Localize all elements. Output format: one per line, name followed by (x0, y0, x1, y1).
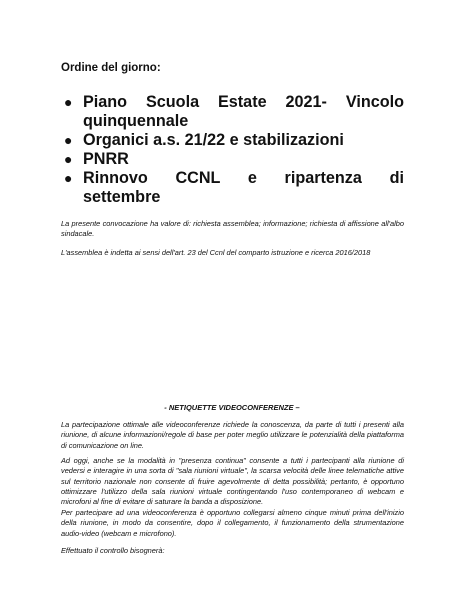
bullet-icon: ● (64, 151, 73, 167)
bullet-icon: ● (64, 132, 73, 148)
bullet-icon: ● (64, 170, 73, 186)
agenda-item-line: Piano Scuola Estate 2021- Vincolo (83, 93, 404, 111)
netiquette-title: - NETIQUETTE VIDEOCONFERENZE – (164, 403, 300, 412)
agenda-item-line: Rinnovo CCNL e ripartenza di (83, 169, 404, 187)
agenda-item (62, 150, 404, 169)
convocazione-paragraph: La presente convocazione ha valore di: richiesta assemblea; informazione; richiesta di affissione all'albo sindacale. (61, 219, 404, 239)
modalita-paragraph: Ad oggi, anche se la modalità in "presenza continua" consente a tutti i partecipanti alla riunione di vedersi e interagire in una sorta di "sala riunioni virtuale", la scarsa velocità delle linee telematiche attive sul territorio nazionale non consente di fruire agevolmente di detta possibilità; pertanto, è opportuno ottimizzare l'utilizzo della sala riunioni virtuale contingentando l'uso contemporaneo di webcam e microfoni al fine di evitare di saturare la banda a disposizione. (61, 456, 404, 507)
agenda-item (62, 131, 404, 150)
agenda-item-line: quinquennale (83, 112, 189, 130)
controllo-paragraph: Effettuato il controllo bisognerà: (61, 546, 165, 555)
agenda-list (62, 93, 404, 207)
agenda-item-line: Organici a.s. 21/22 e stabilizazioni (83, 131, 344, 149)
partecipazione-paragraph: La partecipazione ottimale alle videoconferenze richiede la conoscenza, da parte di tutti i presenti alla riunione, di alcune informazioni/regole di base per poter meglio utilizzare le potenzialità della piattaforma di comunicazione on line. (61, 420, 404, 450)
agenda-heading: Ordine del giorno: (61, 62, 161, 74)
bullet-icon: ● (64, 94, 73, 110)
agenda-item-line: PNRR (83, 150, 129, 168)
agenda-item (62, 169, 404, 207)
agenda-item (62, 93, 404, 131)
agenda-item-line: settembre (83, 188, 161, 206)
collegarsi-paragraph: Per partecipare ad una videoconferenza è opportuno collegarsi almeno cinque minuti prima dell'inizio della riunione, in modo da consentire, dopo il collegamento, il funzionamento della strumentazione audio-video (webcam e microfono). (61, 508, 404, 538)
indetta-paragraph: L'assemblea è indetta ai sensi dell'art. 23 del Ccnl del comparto istruzione e ricerca 2016/2018 (61, 248, 371, 257)
